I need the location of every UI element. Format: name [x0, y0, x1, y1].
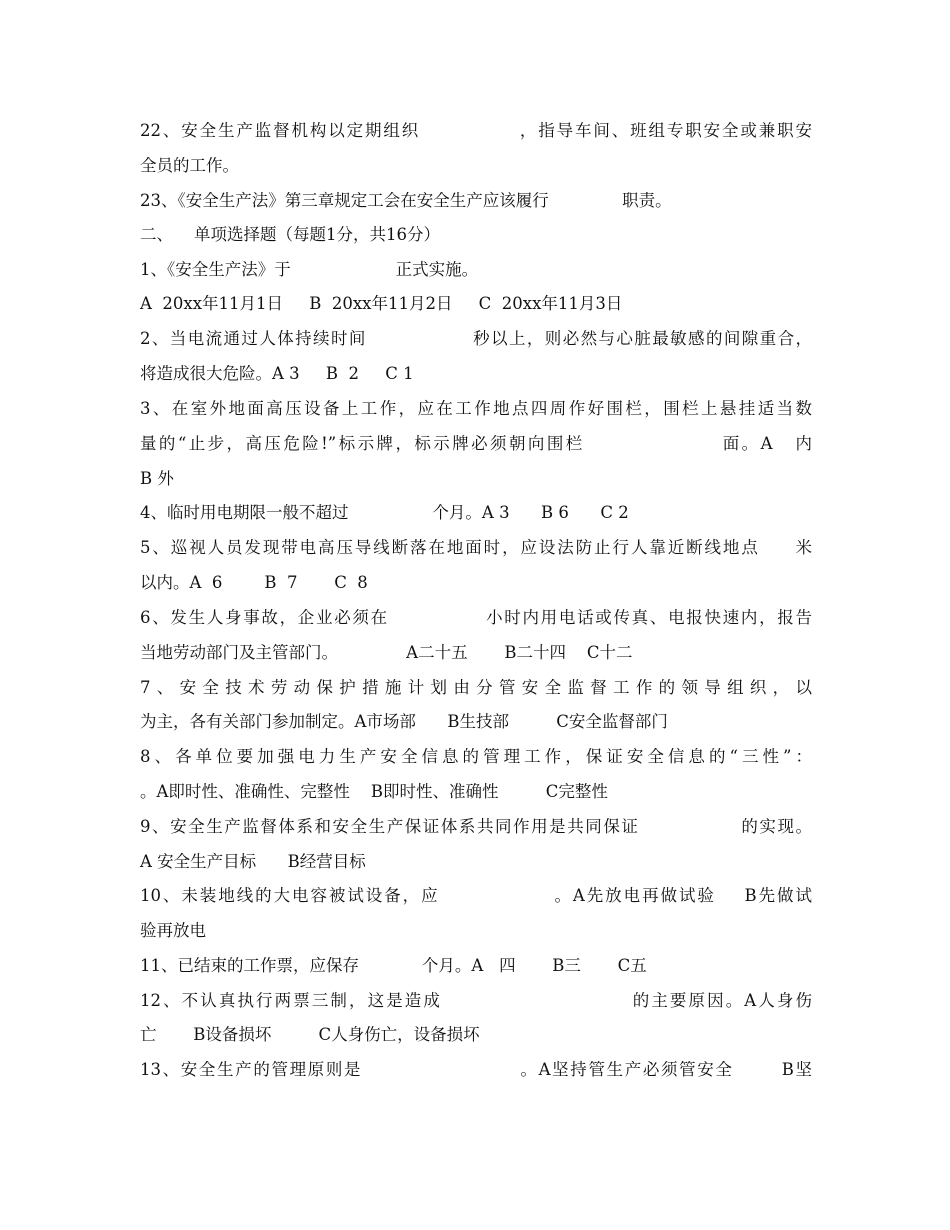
text-line: 11、已结束的工作票，应保存 个月。A 四 B三 C五 [140, 956, 647, 975]
text-line: 全员的工作。 [140, 156, 239, 175]
text-line: 9、安全生产监督体系和安全生产保证体系共同作用是共同保证 的实现。 [140, 817, 812, 836]
text-line: 2、当电流通过人体持续时间 秒以上，则必然与心脏最敏感的间隙重合， [140, 329, 812, 348]
text-line: 以内。A 6 B 7 C 8 [140, 573, 368, 592]
text-line: 22、安全生产监督机构以定期组织 ，指导车间、班组专职安全或兼职安 [140, 121, 812, 140]
text-line: 为主，各有关部门参加制定。A市场部 B生技部 C安全监督部门 [140, 712, 668, 731]
text-line: 12、不认真执行两票三制，这是造成 的主要原因。A人身伤 [140, 991, 812, 1010]
text-line: A 安全生产目标 B经营目标 [140, 852, 366, 871]
text-line: 6、发生人身事故，企业必须在 小时内用电话或传真、电报快速内，报告 [140, 608, 812, 627]
text-line: 量的“止步，高压危险!”标示牌，标示牌必须朝向围栏 面。A 内 [140, 434, 812, 453]
text-line: 3、在室外地面高压设备上工作，应在工作地点四周作好围栏，围栏上悬挂适当数 [140, 399, 812, 418]
text-line: 。A即时性、准确性、完整性 B即时性、准确性 C完整性 [140, 782, 608, 801]
text-line: 5、巡视人员发现带电高压导线断落在地面时，应设法防止行人靠近断线地点 米 [140, 538, 812, 557]
text-line: 13、安全生产的管理原则是 。A坚持管生产必须管安全 B坚 [140, 1060, 812, 1079]
text-line: 亡 B设备损坏 C人身伤亡，设备损坏 [140, 1025, 480, 1044]
text-line: 23、《安全生产法》第三章规定工会在安全生产应该履行 职责。 [140, 191, 672, 210]
text-line: 7、安全技术劳动保护措施计划由分管安全监督工作的领导组织，以 [140, 678, 812, 697]
text-line: 8、各单位要加强电力生产安全信息的管理工作，保证安全信息的“三性”： [140, 747, 812, 766]
text-line: 10、未装地线的大电容被试设备，应 。A先放电再做试验 B先做试 [140, 886, 812, 905]
text-line: 当地劳动部门及主管部门。 A二十五 B二十四 C十二 [140, 643, 633, 662]
text-line: A 20xx年11月1日 B 20xx年11月2日 C 20xx年11月3日 [140, 294, 623, 313]
text-line: 1、《安全生产法》于 正式实施。 [140, 260, 479, 279]
text-line: B 外 [140, 469, 174, 488]
section-heading: 二、 单项选择题（每题1分，共16分） [140, 225, 440, 244]
text-line: 验再放电 [140, 921, 206, 940]
text-line: 将造成很大危险。A 3 B 2 C 1 [140, 364, 414, 383]
text-line: 4、临时用电期限一般不超过 个月。A 3 B 6 C 2 [140, 503, 629, 522]
